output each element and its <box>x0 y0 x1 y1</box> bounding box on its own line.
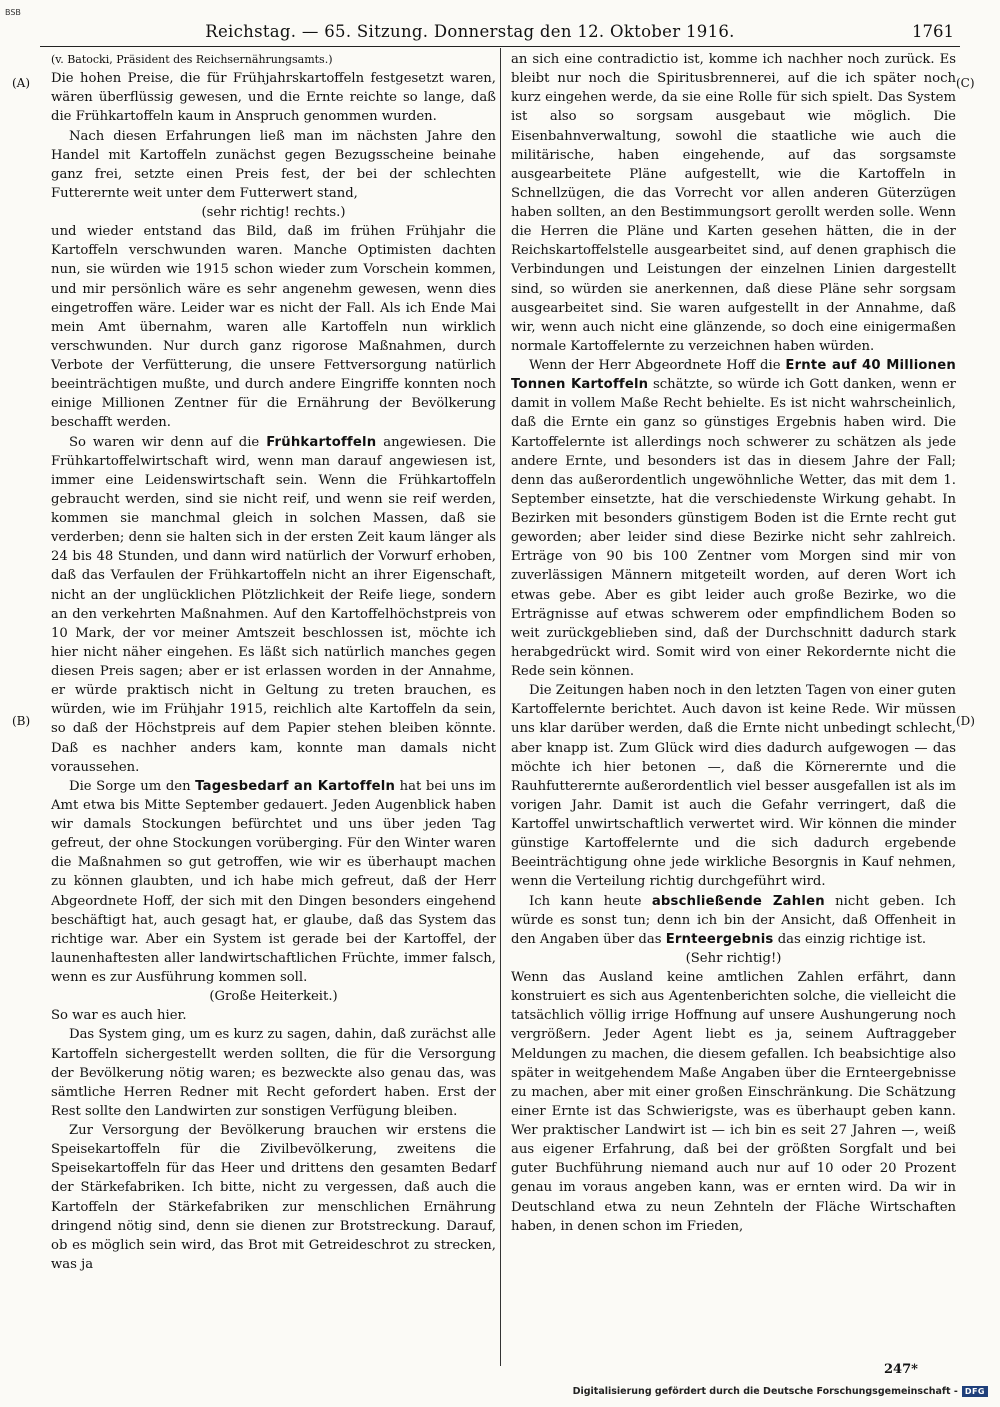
paragraph: Wenn das Ausland keine amtlichen Zahlen erfährt, dann konstruiert es sich aus Agentenberichten solche, die vielleicht die tatsächlich völlig irrige Hoffnung auf unsere Aushungerung noch vergrößern. Jeder Agent liebt es ja, seinem Auftraggeber Meldungen zu machen, die diesem gefallen. Ich beabsichtige also später in weitgehendem Maße Angaben über die Ernteergebnisse zu machen, aber mit einer großen Einschränkung. Die Schätzung einer Ernte ist das Schwierigste, was es überhaupt geben kann. Wer praktischer Landwirt ist — ich bin es seit 27 Jahren —, weiß aus eigener Erfahrung, daß bei der größten Sorgfalt und bei guter Buchführung niemand auch nur auf 10 oder 20 Prozent genau im voraus angeben kann, was er ernten wird. Da wir in Deutschland etwa zu neun Zehnteln der Fläche Wirtschaften haben, in denen schon im Frieden, <box>511 970 956 1234</box>
footer-text: Digitalisierung gefördert durch die Deutsche Forschungsgemeinschaft - <box>572 1386 958 1397</box>
paragraph: So war es auch hier. <box>51 1008 187 1024</box>
right-column <box>511 50 956 1236</box>
margin-mark-a: (A) <box>12 76 31 90</box>
paragraph: Die hohen Preise, die für Frühjahrskartoffeln festgesetzt waren, wären überflüssig gewesen, und die Ernte reichte so lange, daß die Frühkartoffeln kaum in Anspruch genommen wurden. <box>51 71 496 125</box>
paragraph <box>511 892 956 949</box>
digitization-footer <box>573 1386 988 1397</box>
text-run: So waren wir denn auf die <box>69 434 260 450</box>
printer-signature: 247* <box>884 1362 918 1377</box>
paragraph: an sich eine contradictio ist, komme ich nachher noch zurück. Es bleibt nur noch die Spiritusbrennerei, auf die ich später noch kurz eingehen werde, da sie eine Rolle für sich spielt. Das System ist also so sorgsam ausgebaut wie möglich. Die Eisenbahnverwaltung, sowohl die staatliche wie auch die militärische, haben eingehende, auf das sorgsamste ausgearbeitete Pläne aufgestellt, wie die Kartoffeln in Schnellzügen, die das Vorrecht vor allen anderen Güterzügen haben sollten, an den Bestimmungsort gerollt werden solle. Wenn die Herren die Pläne und Karten gesehen hätten, die in der Reichskartoffelstelle ausgearbeitet sind, auf denen graphisch die Verbindungen und Leistungen der einzelnen Linien dargestellt sind, so würden sie anerkennen, daß diese Pläne sehr sorgsam ausgearbeitet sind. Sie waren aufgestellt in der Annahme, daß wir, wenn auch nicht eine glänzende, so doch eine einigermaßen normale Kartoffelernte zu verzeichnen haben würden. <box>511 52 956 354</box>
dfg-logo-icon: DFG <box>962 1386 988 1397</box>
paragraph <box>51 777 496 987</box>
text-run: nicht geben. Ich würde es sonst tun; denn ich bin der Ansicht, daß Offenheit in den Angaben über das <box>511 893 956 947</box>
text-run: Ich kann heute <box>529 893 642 909</box>
bold-term: abschließende Zahlen <box>651 893 825 909</box>
interjection: (Große Heiterkeit.) <box>209 989 338 1005</box>
paragraph: Die Zeitungen haben noch in den letzten Tagen von einer guten Kartoffelernte berichtet. Auch davon ist keine Rede. Wir müssen uns klar darüber werden, daß die Ernte nicht unbedingt schlecht, aber knapp ist. Zum Glück wird dies dadurch aufgewogen — das möchte ich hier betonen —, daß die Körnerernte und die Rauhfutterernte außerordentlich viel besser ausgefallen ist als im vorigen Jahr. Damit ist auch die Gefahr verringert, daß die Kartoffel unwirtschaftlich verwertet wird. Wir können die minder günstige Kartoffelernte und die sich dadurch ergebende Beeinträchtigung ohne jede wirkliche Besorgnis in Kauf nehmen, wenn die Verteilung richtig durchgeführt wird. <box>511 683 956 890</box>
paragraph: Nach diesen Erfahrungen ließ man im nächsten Jahre den Handel mit Kartoffeln zunächst gegen Bezugsscheine beinahe ganz frei, setzte einen Preis fest, der bei der schlechten Futterernte weit unter dem Futterwert stand, <box>51 128 496 201</box>
text-run: Wenn der Herr Abgeordnete Hoff die <box>529 358 781 373</box>
text-run: Die Sorge um den <box>69 778 191 794</box>
text-run: das einzig richtige ist. <box>777 931 927 947</box>
paragraph <box>51 433 496 777</box>
paragraph: Das System ging, um es kurz zu sagen, dahin, daß zurächst alle Kartoffeln sichergestellt werden sollten, die für die Versorgung der Bevölkerung nötig waren; es bezweckte also genau das, was sämtliche Herren Redner mit Recht gefordert haben. Erst der Rest sollte den Landwirten zur sonstigen Verfügung bleiben. <box>51 1027 496 1119</box>
text-run: angewiesen. Die Frühkartoffelwirtschaft wird, wenn man darauf angewiesen ist, immer eine Leidenswirtschaft sein. Wenn die Frühkartoffeln gebraucht werden, sind sie nicht reif, und wenn sie reif werden, kommen sie manchmal gleich in solchen Massen, daß sie verderben; denn sie halten sich in der ersten Zeit kaum länger als 24 bis 48 Stunden, und dann wird natürlich der Vorwurf erhoben, daß das Verfaulen der Frühkartoffeln nicht an ihrer Eigenschaft, nicht an der unglücklichen Plötzlichkeit der Reife liege, sondern an den verkehrten Maßnahmen. Auf den Kartoffelhöchstpreis von 10 Mark, der vor meiner Amtszeit beschlossen ist, möchte ich hier nicht näher eingehen. Es läßt sich natürlich manches gegen diesen Preis sagen; aber er ist erlassen worden in der Annahme, er würde praktisch nicht in Geltung zu treten brauchen, es würden, wie im Frühjahr 1915, reichlich alte Kartoffeln da sein, so daß der Höchstpreis auf dem Papier stehen bleiben könnte. Daß es nachher anders kam, konnte man damals nicht voraussehen. <box>51 434 496 775</box>
paragraph: Zur Versorgung der Bevölkerung brauchen wir erstens die Speisekartoffeln für die Zivilbevölkerung, zweitens die Speisekartoffeln für das Heer und drittens den gesamten Bedarf der Stärkefabriken. Ich bitte, nicht zu vergessen, daß auch die Kartoffeln der Stärkefabriken zur menschlichen Ernährung dringend nötig sind, denn sie dienen zur Brotstreckung. Darauf, ob es möglich sein wird, das Brot mit Getreideschrot zu strecken, was ja <box>51 1123 496 1272</box>
paragraph: und wieder entstand das Bild, daß im frühen Frühjahr die Kartoffeln verschwunden waren. Manche Optimisten dachten nun, sie würden wie 1915 schon wieder zum Vorschein kommen, und mir persönlich wäre es sehr angenehm gewesen, wenn dies eingetroffen wäre. Leider war es nicht der Fall. Als ich Ende Mai mein Amt übernahm, waren alle Kartoffeln nun wirklich verschwunden. Nur durch ganz rigorose Maßnahmen, durch Verbote der Verfütterung, die unsere Fettversorgung natürlich beeinträchtigen mußte, und durch andere Eingriffe konnten noch einige Millionen Zentner für die Ernährung der Bevölkerung beschafft werden. <box>51 224 496 431</box>
interjection: (Sehr richtig!) <box>685 950 782 966</box>
library-mark: BSB <box>5 8 21 17</box>
bold-term: Frühkartoffeln <box>266 434 377 450</box>
speaker-note: (v. Batocki, Präsident des Reichsernährungsamts.) <box>51 53 333 66</box>
text-run: schätzte, so würde ich Gott danken, wenn er damit in vollem Maße Recht behielte. Es ist nicht wahrscheinlich, daß die Ernte ein ganz so günstiges Ergebnis haben wird. Die Kartoffelernte ist allerdings noch schwerer zu schätzen als jede andere Ernte, und besonders ist das in diesem Jahre der Fall; denn das außerordentlich ungewöhnliche Wetter, das mit dem 1. September einsetzte, hat die verschiedenste Wirkung gehabt. In Bezirken mit besonders günstigem Boden ist die Ernte recht gut geworden; aber leider sind diese Bezirke nicht sehr zahlreich. Erträge von 90 bis 100 Zentner vom Morgen sind mir von zuverlässigen Männern mitgeteilt worden, auf deren Wort ich etwas gebe. Aber es gibt leider auch große Bezirke, wo die Erträgnisse auf etwas schwerem oder empfindlichem Boden so weit zurückgeblieben sind, daß der Durchschnitt dadurch stark herabgedrückt wird. Somit wird von einer Rekordernte nicht die Rede sein können. <box>511 377 956 679</box>
paragraph <box>511 356 956 681</box>
bold-term: Ernteergebnis <box>665 931 774 947</box>
interjection: (sehr richtig! rechts.) <box>201 205 346 220</box>
margin-mark-c: (C) <box>956 76 975 90</box>
header-rule <box>40 46 960 47</box>
bold-term: Tagesbedarf an Kartoffeln <box>195 778 396 794</box>
margin-mark-b: (B) <box>12 714 31 728</box>
page-header <box>40 22 960 46</box>
column-divider <box>500 48 501 1366</box>
bold-term: Ernte auf 40 Millionen Tonnen Kartoffeln <box>511 358 956 393</box>
left-column <box>51 50 496 1274</box>
page-number: 1761 <box>912 22 954 41</box>
running-head: Reichstag. — 65. Sitzung. Donnerstag den 12. Oktober 1916. <box>205 22 735 41</box>
text-run: hat bei uns im Amt etwa bis Mitte September gedauert. Jeden Augenblick haben wir damals Stockungen befürchtet und uns über jeden Tag gefreut, der ohne Stockungen vorüberging. Für den Winter waren die Maßnahmen so gut getroffen, wie wir es überhaupt machen zu können glaubten, und ich habe mich gefreut, daß der Herr Abgeordnete Hoff, der sich mit den Dingen besonders eingehend beschäftigt hat, auch gesagt hat, er glaube, daß das System das richtige war. Aber ein System ist gerade bei der Kartoffel, der launenhaftesten aller landwirtschaftlichen Früchte, immer falsch, wenn es zur Ausführung kommen soll. <box>51 778 496 985</box>
margin-mark-d: (D) <box>956 714 975 728</box>
